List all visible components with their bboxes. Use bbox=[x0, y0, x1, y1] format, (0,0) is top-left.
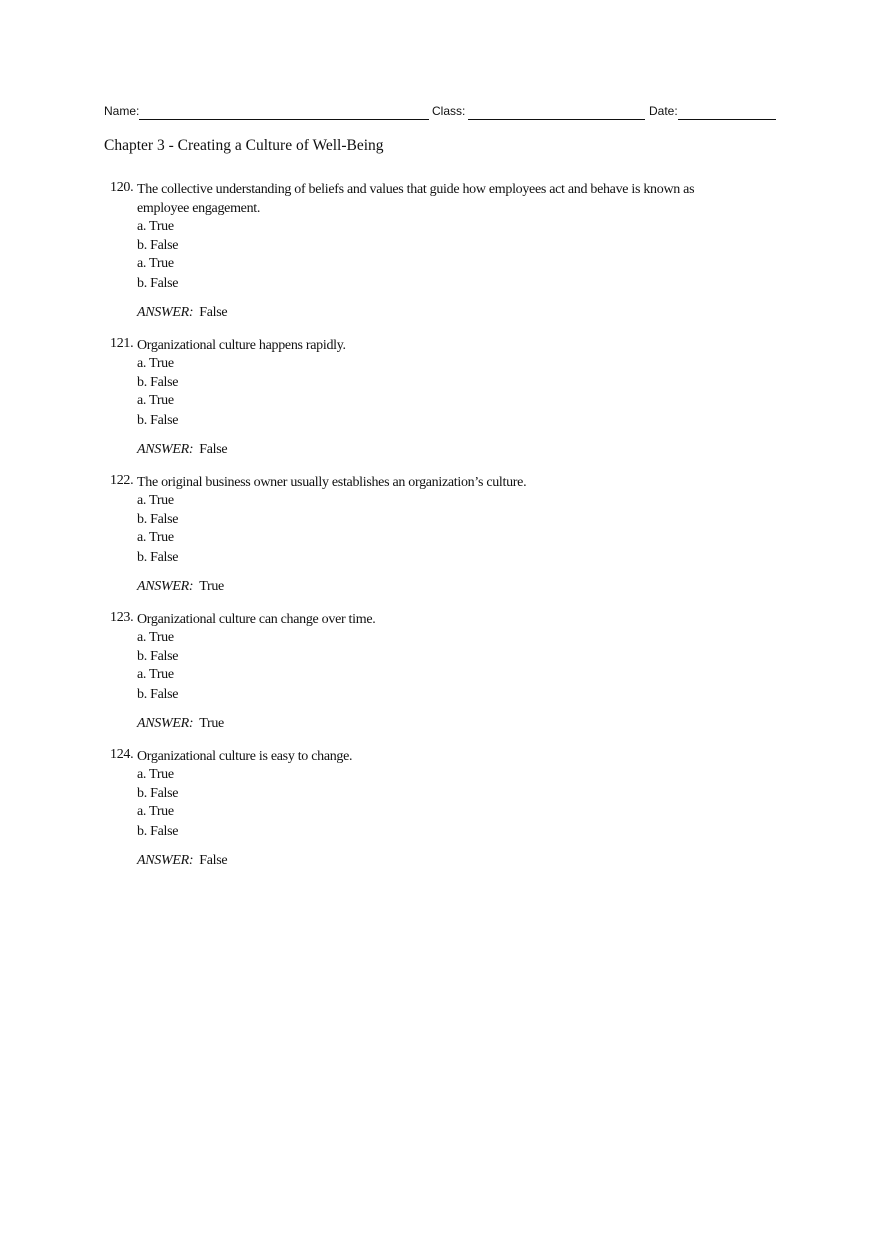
question-120 bbox=[104, 180, 744, 322]
answer-line bbox=[137, 304, 744, 322]
option-item: a. True bbox=[137, 767, 174, 782]
option-item: a. True bbox=[137, 256, 174, 271]
question-122 bbox=[104, 473, 744, 596]
option-list bbox=[137, 629, 744, 704]
question-121 bbox=[104, 336, 744, 459]
answer-value: True bbox=[199, 716, 224, 731]
answer-label: ANSWER: bbox=[137, 853, 194, 868]
answer-line bbox=[137, 441, 744, 459]
answer-label: ANSWER: bbox=[137, 442, 194, 457]
option-item: a. True bbox=[137, 530, 174, 545]
option-item: b. False bbox=[137, 823, 179, 839]
question-number: 122. bbox=[110, 473, 134, 488]
answer-label: ANSWER: bbox=[137, 716, 194, 731]
option-item: b. False bbox=[137, 648, 179, 664]
date-field-line[interactable] bbox=[678, 119, 776, 120]
option-item: b. False bbox=[137, 412, 179, 428]
question-text: The original business owner usually establishes an organization’s culture. bbox=[137, 475, 527, 490]
date-label: Date: bbox=[649, 104, 678, 118]
question-text: The collective understanding of beliefs and values that guide how employees act and behave is known as employee engagement. bbox=[137, 182, 695, 216]
option-item: a. True bbox=[137, 393, 174, 408]
option-item: a. True bbox=[137, 630, 174, 645]
chapter-title: Chapter 3 - Creating a Culture of Well-Being bbox=[104, 137, 384, 154]
question-number: 124. bbox=[110, 747, 134, 762]
name-label: Name: bbox=[104, 104, 140, 118]
question-text: Organizational culture happens rapidly. bbox=[137, 338, 346, 353]
answer-line bbox=[137, 578, 744, 596]
option-item: a. True bbox=[137, 356, 174, 371]
option-item: b. False bbox=[137, 237, 179, 253]
question-text: Organizational culture can change over time. bbox=[137, 612, 376, 627]
answer-value: False bbox=[199, 442, 228, 457]
option-item: a. True bbox=[137, 804, 174, 819]
question-124 bbox=[104, 747, 744, 870]
option-item: a. True bbox=[137, 219, 174, 234]
class-field-line[interactable] bbox=[468, 119, 645, 120]
option-list bbox=[137, 766, 744, 841]
question-number: 120. bbox=[110, 180, 134, 195]
option-item: a. True bbox=[137, 667, 174, 682]
option-list bbox=[137, 355, 744, 430]
option-item: b. False bbox=[137, 549, 179, 565]
name-field-line[interactable] bbox=[139, 119, 429, 120]
option-item: b. False bbox=[137, 374, 179, 390]
option-item: b. False bbox=[137, 785, 179, 801]
answer-label: ANSWER: bbox=[137, 579, 194, 594]
option-list bbox=[137, 492, 744, 567]
option-list bbox=[137, 218, 744, 293]
answer-value: False bbox=[199, 305, 228, 320]
answer-value: False bbox=[199, 853, 228, 868]
class-label: Class: bbox=[432, 104, 466, 118]
answer-value: True bbox=[199, 579, 224, 594]
answer-label: ANSWER: bbox=[137, 305, 194, 320]
question-number: 123. bbox=[110, 610, 134, 625]
student-info-header bbox=[104, 102, 776, 122]
question-number: 121. bbox=[110, 336, 134, 351]
option-item: b. False bbox=[137, 686, 179, 702]
answer-line bbox=[137, 715, 744, 733]
option-item: b. False bbox=[137, 511, 179, 527]
question-123 bbox=[104, 610, 744, 733]
question-text: Organizational culture is easy to change. bbox=[137, 749, 353, 764]
answer-line bbox=[137, 852, 744, 870]
option-item: a. True bbox=[137, 493, 174, 508]
option-item: b. False bbox=[137, 275, 179, 291]
